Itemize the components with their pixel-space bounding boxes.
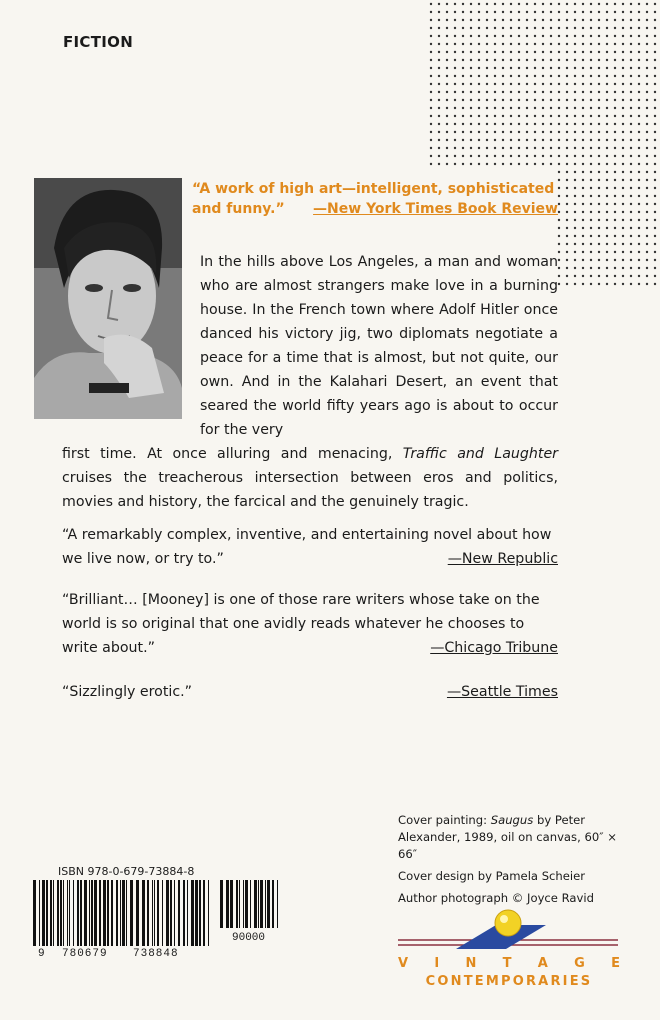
author-portrait-illustration <box>34 178 182 419</box>
imprint-letter: N <box>465 956 477 971</box>
review-quote <box>62 680 558 704</box>
review-text: “A remarkably complex, inventive, and entertaining novel about how we live now, or try to.” <box>62 527 552 567</box>
isbn-number: ISBN 978-0-679-73884-8 <box>58 865 195 878</box>
book-title-italic: Traffic and Laughter <box>402 446 559 462</box>
category-label: FICTION <box>63 33 134 51</box>
imprint-name-letters <box>398 956 620 971</box>
review-quote <box>62 523 558 571</box>
barcode-main <box>33 880 209 950</box>
imprint-letter: V <box>398 956 409 971</box>
imprint-letter: I <box>434 956 440 971</box>
featured-blurb <box>192 179 558 219</box>
barcode-addon-digits: 90000 <box>232 932 266 944</box>
imprint-letter: G <box>574 956 585 971</box>
review-source: —Chicago Tribune <box>430 640 558 656</box>
painting-credit-rest: by Peter Alexander, 1989, oil on canvas, 60″ × 66″ <box>398 813 617 861</box>
featured-blurb-source: —New York Times Book Review <box>313 201 558 217</box>
barcode-digits-right: 738848 <box>133 948 179 960</box>
dot-pattern-decoration <box>425 0 660 290</box>
vintage-logo-mark <box>396 905 621 960</box>
review-source: —Seattle Times <box>446 684 558 700</box>
barcode-digits-left: 780679 <box>62 948 108 960</box>
review-source: —New Republic <box>447 551 558 567</box>
design-credit: Cover design by Pamela Scheier <box>398 869 586 883</box>
cover-credits <box>398 812 638 912</box>
review-text: “Brilliant… [Mooney] is one of those rare writers whose take on the world is so original that one avidly reads whatever he chooses to write about.” <box>62 592 540 656</box>
review-quote <box>62 588 558 660</box>
imprint-letter: A <box>537 956 548 971</box>
description-paragraph-top: In the hills above Los Angeles, a man and woman who are almost strangers make love in a burning house. In the French town where Adolf Hitler once danced his victory jig, two diplomats negotiate a peace for a time that is almost, but not quite, our own. And in the Kalahari Desert, an event that seared the world fifty years ago is about to occur for the very <box>200 254 558 438</box>
description-tail: cruises the treacherous intersection between eros and politics, movies and history, the farcical and the genuinely tragic. <box>62 470 558 510</box>
painting-title: Saugus <box>490 813 534 827</box>
barcode-digit-lead: 9 <box>38 948 45 960</box>
description-lead: first time. At once alluring and menacing, <box>62 446 403 462</box>
featured-blurb-quote: “A work of high art—intelligent, sophisticated and funny.” <box>192 181 555 217</box>
painting-credit <box>398 812 638 863</box>
author-photograph <box>34 178 182 419</box>
imprint-series-name: CONTEMPORARIES <box>425 974 593 989</box>
painting-credit-prefix: Cover painting: <box>398 813 491 827</box>
imprint-letter: E <box>611 956 620 971</box>
review-text: “Sizzlingly erotic.” <box>62 684 193 700</box>
imprint-letter: T <box>502 956 512 971</box>
photo-credit: Author photograph © Joyce Ravid <box>398 891 594 905</box>
barcode-addon <box>220 880 278 928</box>
description-paragraph-bottom <box>62 442 558 514</box>
